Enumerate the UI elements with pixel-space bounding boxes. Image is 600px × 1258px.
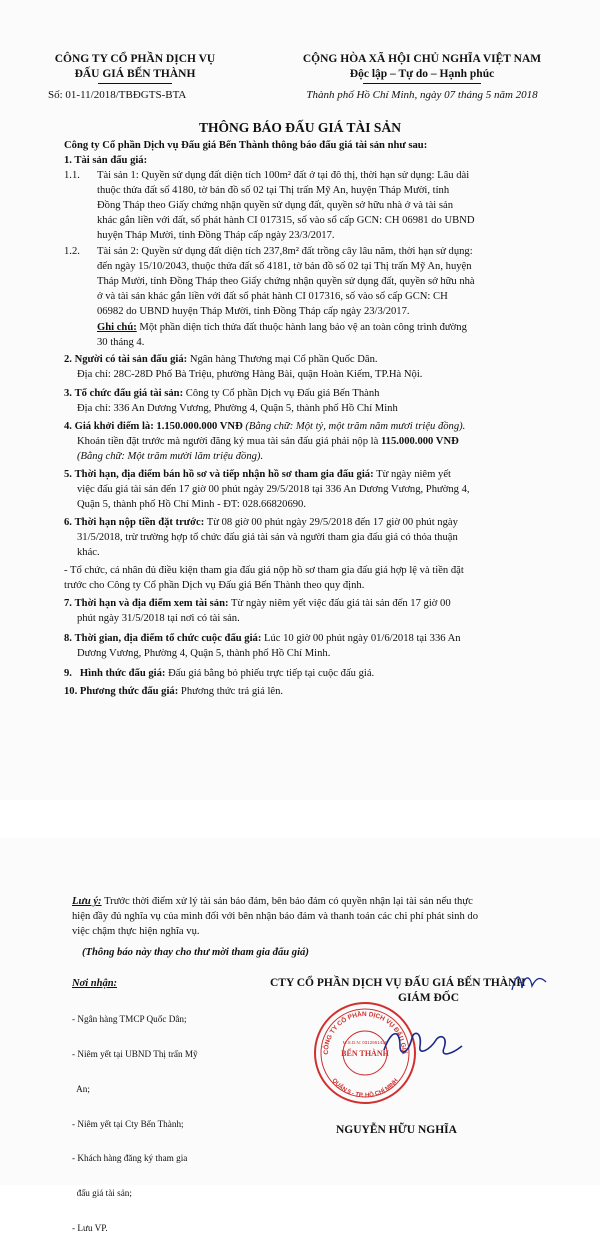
recipient-item: - Ngân hàng TMCP Quốc Dân; [72,1014,187,1025]
intro-text: Công ty Cổ phần Dịch vụ Đấu giá Bến Thành thông báo đấu giá tài sản như sau: [64,140,428,151]
section-9: 9. Hình thức đấu giá: Đấu giá bằng bỏ phiếu trực tiếp tại cuộc đấu giá. [64,668,375,679]
recipients-list [72,991,262,1258]
item-1-1-number: 1.1. [64,170,80,181]
initial-mark [508,968,550,998]
org-line-2: ĐẤU GIÁ BẾN THÀNH [74,68,196,80]
recipients-label: Nơi nhận: [72,978,118,989]
section-2: 2. Người có tài sản đấu giá: Ngân hàng Thương mại Cổ phần Quốc Dân. Địa chỉ: 28C-28D Phố Bà Triệu, phường Hàng Bài, quận Hoàn Kiếm, TP.Hà Nội. [64,352,554,382]
document-page-2 [0,838,600,1233]
organizer-address: Địa chỉ: 336 An Dương Vương, Phường 4, Quận 5, thành phố Hồ Chí Minh [77,403,398,415]
nation-heading [262,52,582,82]
recipient-item: - Lưu VP. [72,1222,108,1233]
recipient-item: - Khách hàng đăng ký tham gia [72,1153,188,1164]
page-title: THÔNG BÁO ĐẤU GIÁ TÀI SẢN [199,120,401,135]
nation-line-2: Độc lập – Tự do – Hạnh phúc [349,68,495,80]
stamp-bottom-text: QUẬN 5 - TP. HỒ CHÍ MINH [330,1077,400,1100]
stamp-top-text: CÔNG TY CỔ PHẦN DỊCH VỤ ĐẤU GIÁ [322,1010,408,1055]
caution-label: Lưu ý: [72,896,102,907]
item-1-2-number: 1.2. [64,246,80,257]
section-8: 8. Thời gian, địa điểm tổ chức cuộc đấu giá: Lúc 10 giờ 00 phút ngày 01/6/2018 tại 336 An Dương Vương, Phường 4, Quận 5, thành phố Hồ Chí Minh. [64,633,461,660]
caution-note: Lưu ý: Trước thời điểm xử lý tài sản bảo đảm, bên bảo đảm có quyền nhận lại tài sản nếu thực hiện đầy đủ nghĩa vụ của mình đối với bên nhận bảo đảm và thanh toán các chi phí phát sinh do việc chậm thực hiện nghĩa vụ. [72,896,479,938]
recipient-item: đấu giá tài sản; [72,1188,132,1199]
note-block: Ghi chú: Một phần diện tích thửa đất thuộc hành lang bảo vệ an toàn công trình đường 30 tháng 4. [97,322,467,349]
replace-note: (Thông báo này thay cho thư mời tham gia đấu giá) [82,947,309,958]
item-1-2-text: Tài sản 2: Quyền sử dụng đất diện tích 237,8m² đất trồng cây lâu năm, thời hạn sử dụng: đến ngày 15/10/2043, thuộc thửa đất số 4181, tờ bản đồ số 02 tại Thị trấn Mỹ An, huyện Tháp Mười, tỉnh Đồng Tháp theo Giấy chứng nhận quyền sử dụng đất, quyền sở hữu nhà ở và tài sản khác gắn liền với đất số phát hành CI 017316, số vào sổ cấp GCN: CH 06982 do UBND huyện Tháp Mười, tỉnh Đồng Tháp cấp ngày 23/3/2017. [97,246,475,318]
recipient-item: - Niêm yết tại UBND Thị trấn Mỹ [72,1048,198,1059]
company-sign: CTY CỔ PHẦN DỊCH VỤ ĐẤU GIÁ BẾN THÀNH [270,977,526,989]
org-underline [98,83,172,84]
doc-number: Số: 01-11/2018/TBĐGTS-BTA [48,89,187,101]
place-date: Thành phố Hồ Chí Minh, ngày 07 tháng 5 năm 2018 [306,89,538,101]
section-7: 7. Thời hạn và địa điểm xem tài sản: Từ ngày niêm yết việc đấu giá tài sản đến 17 giờ 00 phút ngày 31/5/2018 tại nơi có tài sản. [64,598,451,625]
director-signature [378,1020,468,1070]
section-10: 10. Phương thức đấu giá: Phương thức trả giá lên. [64,686,284,697]
section-6: 6. Thời hạn nộp tiền đặt trước: Từ 08 giờ 00 phút ngày 29/5/2018 đến 17 giờ 00 phút ngày 31/5/2018, trừ trường hợp tổ chức đấu giá tài sản và người tham gia đấu giá có thỏa thuận khác. - Tổ chức, cá nhân đủ điều kiện tham gia đấu giá nộp hồ sơ tham gia đấu giá hợp lệ và tiền đặt trước cho Công ty Cổ phần Dịch vụ Đấu giá Bến Thành theo quy định. [64,517,464,592]
stamp-center-text: BẾN THÀNH [341,1049,389,1058]
section-4: 4. Giá khởi điểm là: 1.150.000.000 VNĐ (Bằng chữ: Một tỷ, một trăm năm mươi triệu đồng). Khoản tiền đặt trước mà người đăng ký mua tài sản đấu giá phải nộp là 115.000.000 VNĐ (Bằng chữ: Một trăm mười lăm triệu đồng). [64,421,466,463]
recipient-item: An; [72,1083,90,1094]
note-label: Ghi chú: [97,322,137,333]
org-name [40,52,230,82]
recipient-item: - Niêm yết tại Cty Bến Thành; [72,1118,184,1129]
section-5: 5. Thời hạn, địa điểm bán hồ sơ và tiếp nhận hồ sơ tham gia đấu giá: Từ ngày niêm yết việc đấu giá tài sản đến 17 giờ 00 phút ngày 29/5/2018 tại 336 An Dương Vương, Phường 4, Quận 5, thành phố Hồ Chí Minh - ĐT: 028.66820690. [64,469,470,511]
signer-name: NGUYỄN HỮU NGHĨA [336,1124,457,1136]
stamp-code: M.S.D.N: 0312651426 [342,1040,388,1045]
position-title: GIÁM ĐỐC [398,992,460,1004]
nation-line-1: CỘNG HÒA XÃ HỘI CHỦ NGHĨA VIỆT NAM [302,53,542,65]
nation-underline [363,83,481,84]
page-gap [0,800,600,838]
org-line-1: CÔNG TY CỔ PHẦN DỊCH VỤ [54,53,216,65]
owner-address: Địa chỉ: 28C-28D Phố Bà Triệu, phường Hàng Bài, quận Hoàn Kiếm, TP.Hà Nội. [77,369,423,381]
item-1-1-text: Tài sản 1: Quyền sử dụng đất diện tích 100m² đất ở tại đô thị, thời hạn sử dụng: Lâu dài thuộc thửa đất số 4180, tờ bản đồ số 02 tại Thị trấn Mỹ An, huyện Tháp Mười, tỉnh Đồng Tháp theo Giấy chứng nhận quyền sử dụng đất, quyền sở hữu nhà ở và tài sản khác gắn liền với đất, số phát hành CI 017315, số vào sổ cấp GCN: CH 06981 do UBND huyện Tháp Mười, tỉnh Đồng Tháp cấp ngày 23/3/2017. [97,170,475,242]
section-1-heading: 1. Tài sản đấu giá: [64,155,148,166]
section-3: 3. Tổ chức đấu giá tài sản: Công ty Cổ phần Dịch vụ Đấu giá Bến Thành Địa chỉ: 336 An Dương Vương, Phường 4, Quận 5, thành phố Hồ Chí Minh [64,386,554,416]
